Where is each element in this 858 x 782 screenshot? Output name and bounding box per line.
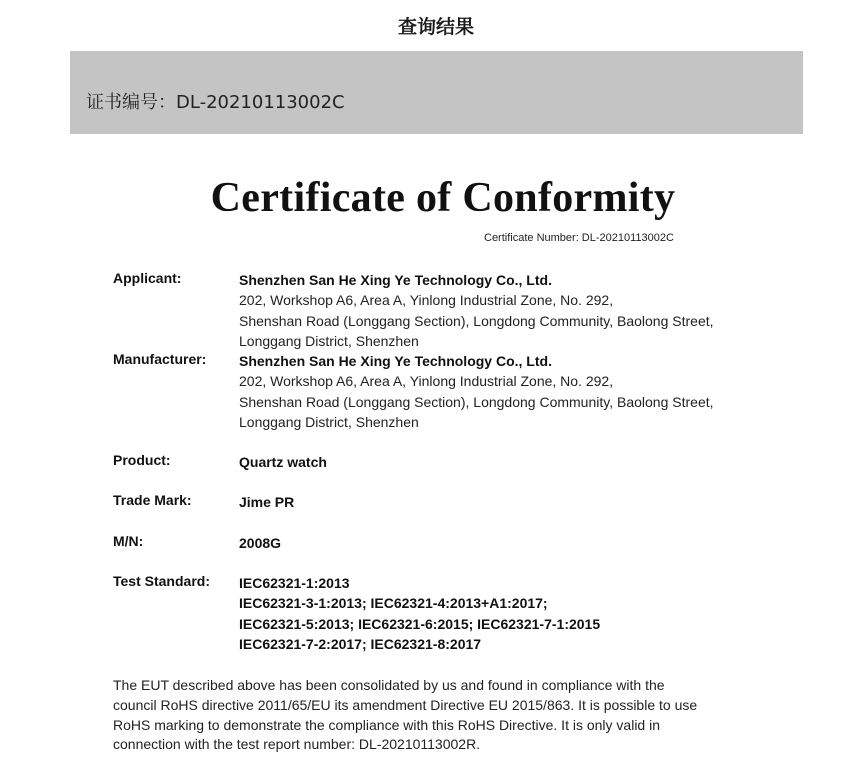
trade-mark-label: Trade Mark: [113, 492, 192, 508]
test-standard-line: IEC62321-5:2013; IEC62321-6:2015; IEC62321-7-1:2015 [239, 615, 601, 632]
trade-mark-value [239, 492, 779, 512]
applicant-value [239, 270, 779, 351]
certificate-heading: Certificate of Conformity [210, 175, 676, 221]
manufacturer-label: Manufacturer: [113, 351, 207, 367]
test-standard-line: IEC62321-3-1:2013; IEC62321-4:2013+A1:2017; [239, 595, 548, 612]
manufacturer-address-line: Shenshan Road (Longgang Section), Longdong Community, Baolong Street, [239, 393, 714, 410]
manufacturer-name: Shenzhen San He Xing Ye Technology Co., Ltd. [239, 353, 552, 369]
manufacturer-address-line: Longgang District, Shenzhen [239, 413, 419, 430]
model-number: 2008G [239, 535, 282, 551]
certificate-number-text: 证书编号：DL-20210113002C [86, 92, 345, 113]
applicant-name: Shenzhen San He Xing Ye Technology Co., Ltd. [239, 272, 552, 288]
statement-line: The EUT described above has been consolidated by us and found in compliance with the [113, 677, 665, 693]
statement-line: RoHS marking to demonstrate the compliance with this RoHS Directive. It is only valid in [113, 716, 660, 733]
test-standard-value [239, 573, 779, 654]
product-label: Product: [113, 452, 171, 468]
product-value [239, 452, 779, 472]
page-title: 查询结果 [397, 16, 474, 38]
test-standard-line: IEC62321-7-2:2017; IEC62321-8:2017 [239, 635, 482, 652]
product-name: Quartz watch [239, 454, 327, 470]
test-standard-label: Test Standard: [113, 573, 210, 589]
test-standard-line: IEC62321-1:2013 [239, 575, 350, 591]
statement-line: connection with the test report number: DL-20210113002R. [113, 736, 481, 753]
applicant-address-line: Longgang District, Shenzhen [239, 332, 419, 349]
statement-line: council RoHS directive 2011/65/EU its amendment Directive EU 2015/863. It is possible to use [113, 696, 698, 713]
applicant-label: Applicant: [113, 270, 182, 286]
applicant-address-line: 202, Workshop A6, Area A, Yinlong Industrial Zone, No. 292, [239, 292, 614, 309]
trade-mark-name: Jime PR [239, 494, 295, 510]
compliance-statement [113, 676, 773, 755]
applicant-address-line: Shenshan Road (Longgang Section), Longdong Community, Baolong Street, [239, 312, 714, 329]
model-number-value [239, 533, 779, 553]
manufacturer-value [239, 351, 779, 432]
certificate-number-line: Certificate Number: DL-20210113002C [484, 232, 674, 244]
model-number-label: M/N: [113, 533, 144, 549]
certificate-number-banner [70, 51, 803, 134]
manufacturer-address-line: 202, Workshop A6, Area A, Yinlong Industrial Zone, No. 292, [239, 373, 614, 390]
